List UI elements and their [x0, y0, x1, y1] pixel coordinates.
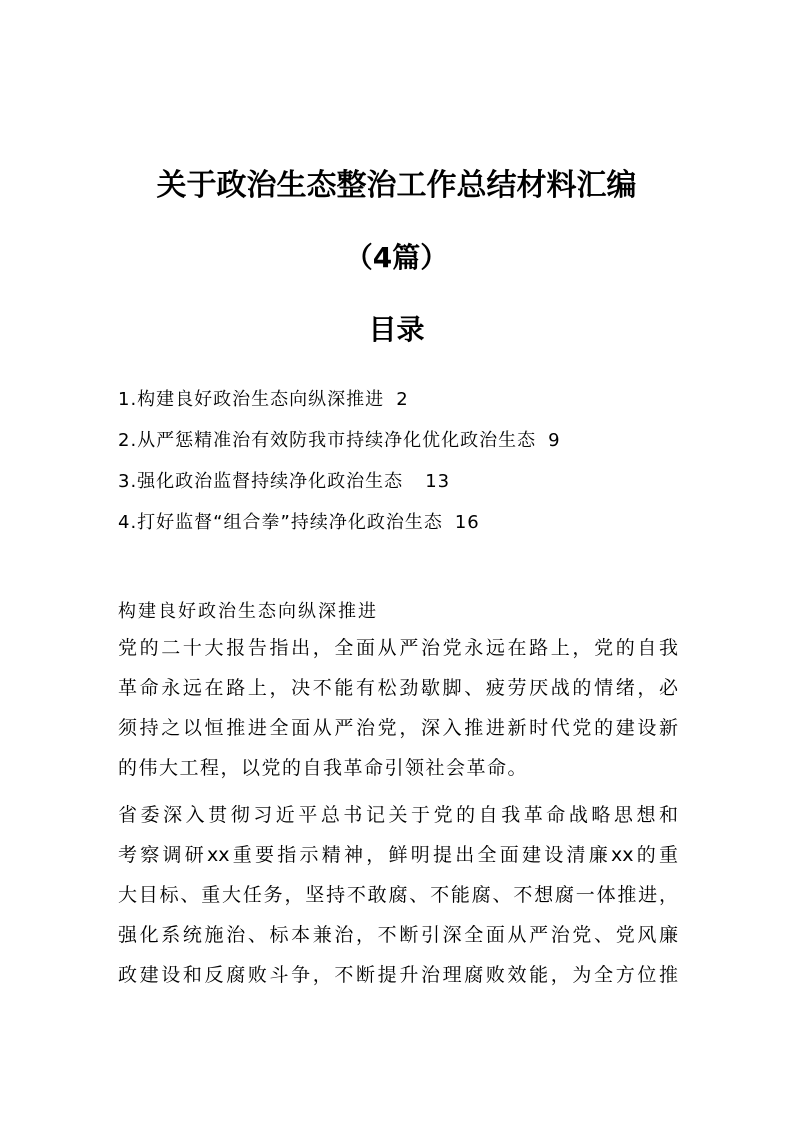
body-line: 须持之以恒推进全面从严治党，深入推进新时代党的建设新 [118, 717, 678, 739]
toc-entry-label: 1.构建良好政治生态向纵深推进 [118, 389, 385, 410]
body-line: 强化系统施治、标本兼治，不断引深全面从严治党、党风廉 [118, 924, 678, 946]
body-line: 革命永远在路上，决不能有松劲歇脚、疲劳厌战的情绪，必 [118, 677, 678, 699]
body-line: 考察调研xx重要指示精神，鲜明提出全面建设清廉xx的重 [118, 844, 678, 866]
toc-entry-label: 2.从严惩精准治有效防我市持续净化优化政治生态 [118, 430, 537, 451]
toc-entry-page: 2 [396, 389, 409, 410]
toc-heading: 目录 [368, 313, 425, 346]
document-title: 关于政治生态整治工作总结材料汇编 [156, 168, 637, 203]
toc-entry[interactable] [118, 429, 561, 453]
toc-entry-label: 4.打好监督“组合拳”持续净化政治生态 [118, 512, 443, 533]
body-line: 大目标、重大任务，坚持不敢腐、不能腐、不想腐一体推进， [118, 884, 678, 906]
body-line: 政建设和反腐败斗争，不断提升治理腐败效能，为全方位推 [118, 964, 678, 986]
document-subtitle: （4篇） [344, 241, 449, 274]
body-line: 党的二十大报告指出，全面从严治党永远在路上，党的自我 [118, 637, 678, 659]
toc-entry[interactable] [118, 388, 409, 412]
toc-entry-page: 13 [425, 471, 451, 492]
toc-entry-label: 3.强化政治监督持续净化政治生态 [118, 471, 404, 492]
toc-entry[interactable] [118, 511, 480, 535]
toc-entry[interactable] [118, 470, 450, 494]
section-title: 构建良好政治生态向纵深推进 [118, 601, 378, 622]
body-line: 省委深入贯彻习近平总书记关于党的自我革命战略思想和 [118, 804, 678, 826]
toc-entry-page: 16 [454, 512, 480, 533]
body-line: 的伟大工程，以党的自我革命引领社会革命。 [118, 757, 529, 779]
toc-entry-page: 9 [548, 430, 561, 451]
